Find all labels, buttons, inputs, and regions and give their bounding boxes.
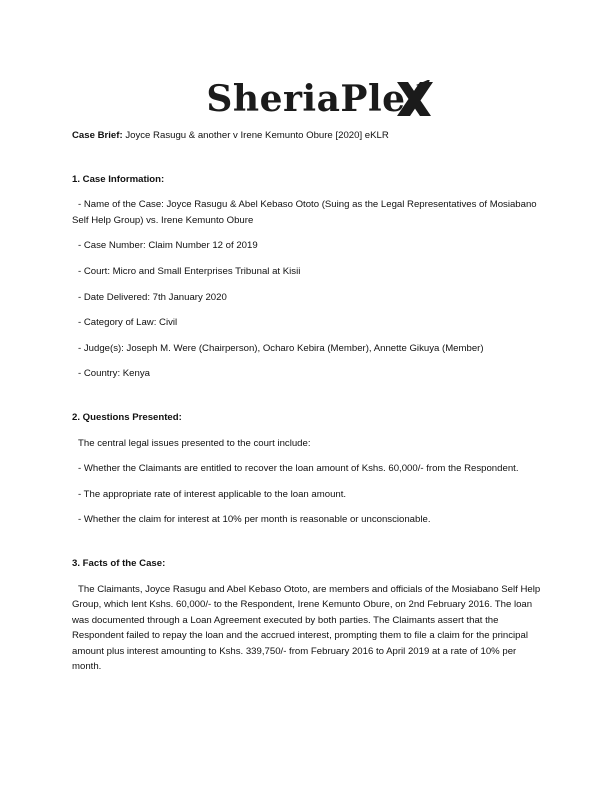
section-heading-facts: 3. Facts of the Case:	[72, 557, 166, 569]
logo-x-mark-icon	[394, 80, 434, 118]
question-item: - The appropriate rate of interest applicable to the loan amount.	[78, 488, 347, 500]
case-brief-text: Joyce Rasugu & another v Irene Kemunto Obure [2020] eKLR	[122, 130, 389, 141]
logo-wordmark: SheriaPle	[206, 78, 406, 120]
questions-intro: The central legal issues presented to the court include:	[78, 437, 311, 449]
court-item: - Court: Micro and Small Enterprises Tribunal at Kisii	[78, 265, 301, 277]
section-heading-case-information: 1. Case Information:	[72, 173, 165, 185]
section-heading-questions-presented: 2. Questions Presented:	[72, 411, 182, 423]
case-brief-title	[72, 128, 544, 144]
question-item: - Whether the claim for interest at 10% per month is reasonable or unconscionable.	[78, 514, 431, 526]
question-item: - Whether the Claimants are entitled to recover the loan amount of Kshs. 60,000/- from the Respondent.	[78, 463, 519, 475]
facts-paragraph: The Claimants, Joyce Rasugu and Abel Kebaso Ototo, are members and officials of the Mosiabano Self Help Group, which lent Kshs. 60,000/- to the Respondent, Irene Kemunto Obure, on 2nd February 2016. The loan was documented through a Loan Agreement executed by both parties. The Claimants assert that the Respondent failed to repay the loan and the accrued interest, prompting them to file a claim for the principal amount plus interest amounting to Kshs. 339,750/- from February 2016 to April 2019 at a rate of 10% per month.	[72, 583, 541, 673]
case-brief-label: Case Brief:	[72, 130, 123, 141]
date-delivered-item: - Date Delivered: 7th January 2020	[78, 291, 227, 303]
category-item: - Category of Law: Civil	[78, 317, 178, 329]
case-number-item: - Case Number: Claim Number 12 of 2019	[78, 240, 258, 252]
case-brief-content	[72, 128, 544, 675]
country-item: - Country: Kenya	[78, 368, 150, 380]
judges-item: - Judge(s): Joseph M. Were (Chairperson), Ocharo Kebira (Member), Annette Gikuya (Member)	[78, 342, 484, 354]
sheriaplex-logo	[0, 78, 612, 120]
case-name-item: - Name of the Case: Joyce Rasugu & Abel Kebaso Ototo (Suing as the Legal Representatives of Mosiabano Self Help Group) vs. Irene Kemunto Obure	[72, 199, 537, 226]
